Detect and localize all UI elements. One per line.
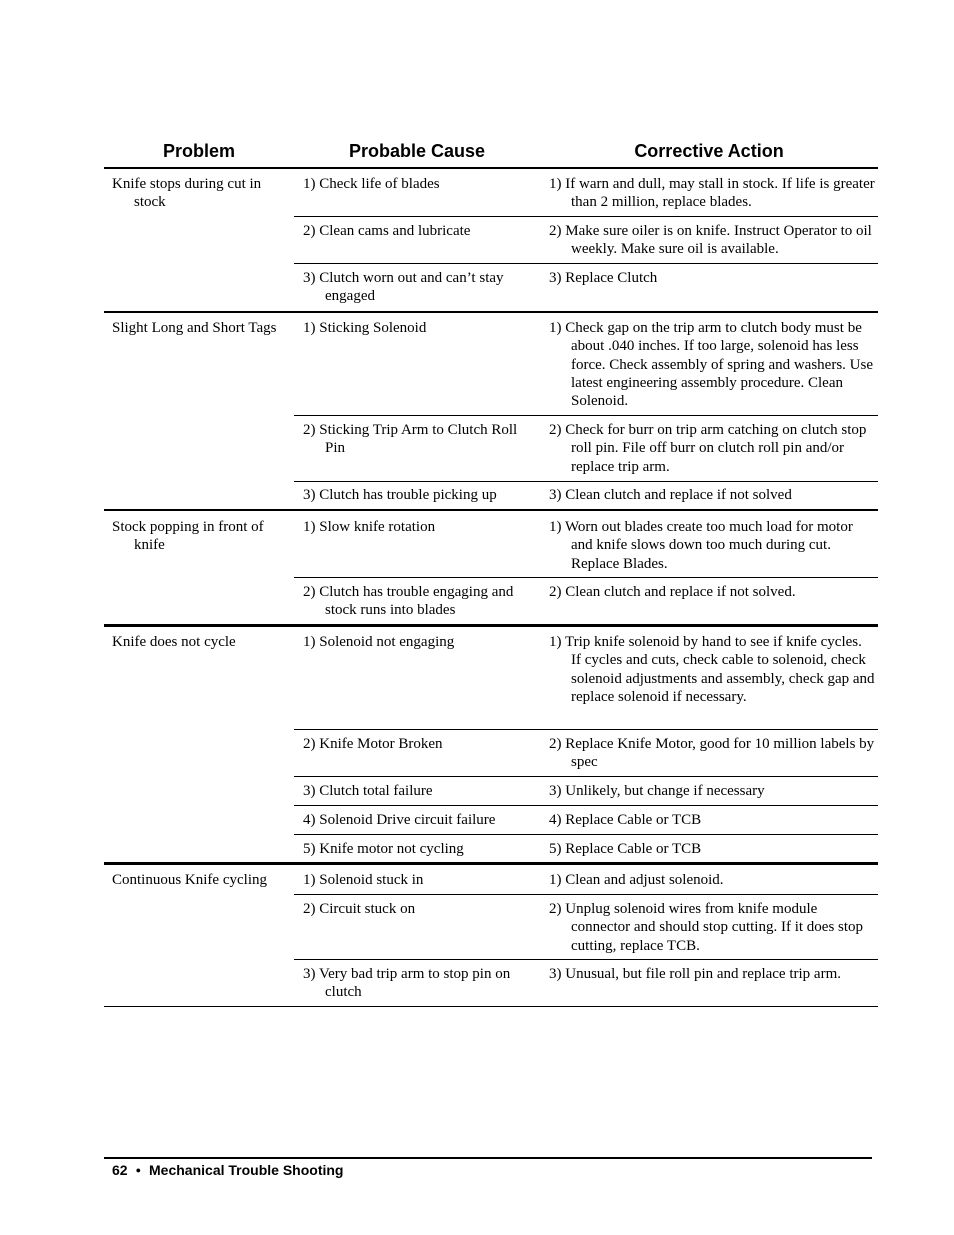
action-cell: 1) Trip knife solenoid by hand to see if knife cycles. If cycles and cuts, check cable to solenoid, check solenoid adjustments and assembly, check gap and replace solenoid if necessary. [549, 634, 875, 705]
action-cell: 3) Unlikely, but change if necessary [549, 783, 765, 799]
cause-cell: 5) Knife motor not cycling [303, 841, 464, 857]
group-rule [104, 509, 878, 511]
cause-cell: 3) Clutch worn out and can’t stay engaged [303, 270, 504, 305]
bullet-separator: ● [135, 1165, 142, 1175]
problem-cell: Continuous Knife cycling [112, 872, 267, 888]
group-rule [104, 311, 878, 313]
cause-cell: 4) Solenoid Drive circuit failure [303, 812, 496, 828]
action-cell: 1) Check gap on the trip arm to clutch body must be about .040 inches. If too large, solenoid has less force. Check assembly of spring and washers. Use latest engineering assembly procedure. Clean Solenoid. [549, 320, 873, 410]
action-cell: 2) Clean clutch and replace if not solved. [549, 584, 796, 600]
row-divider [294, 834, 878, 835]
row-divider [294, 415, 878, 416]
action-cell: 2) Check for burr on trip arm catching on clutch stop roll pin. File off burr on clutch roll pin and/or replace trip arm. [549, 422, 867, 475]
action-cell: 2) Make sure oiler is on knife. Instruct Operator to oil weekly. Make sure oil is available. [549, 223, 872, 258]
row-divider [294, 776, 878, 777]
row-divider [294, 263, 878, 264]
action-cell: 2) Unplug solenoid wires from knife module connector and should stop cutting. If it does stop cutting, replace TCB. [549, 901, 864, 954]
row-divider [294, 894, 878, 895]
cause-cell: 1) Solenoid stuck in [303, 872, 424, 888]
cause-cell: 2) Circuit stuck on [303, 901, 416, 917]
header-rule [104, 167, 878, 169]
problem-cell: Knife does not cycle [112, 634, 236, 650]
action-cell: 3) Unusual, but file roll pin and replace trip arm. [549, 966, 841, 982]
action-cell: 5) Replace Cable or TCB [549, 841, 702, 857]
group-rule [104, 624, 878, 627]
row-divider [294, 805, 878, 806]
page-number: 62 [112, 1162, 128, 1178]
action-cell: 1) Worn out blades create too much load for motor and knife slows down too much during cut. Replace Blades. [549, 519, 853, 572]
problem-cell: Slight Long and Short Tags [112, 320, 277, 336]
cause-cell: 2) Sticking Trip Arm to Clutch Roll Pin [303, 422, 518, 457]
cause-cell: 3) Very bad trip arm to stop pin on clutch [303, 966, 511, 1001]
cause-cell: 2) Clutch has trouble engaging and stock runs into blades [303, 584, 514, 619]
cause-cell: 1) Slow knife rotation [303, 519, 436, 535]
row-divider [294, 729, 878, 730]
cause-cell: 2) Clean cams and lubricate [303, 223, 471, 239]
cause-cell: 1) Solenoid not engaging [303, 634, 455, 650]
problem-cell: Stock popping in front of knife [112, 519, 264, 554]
action-cell: 3) Clean clutch and replace if not solved [549, 487, 792, 503]
action-cell: 2) Replace Knife Motor, good for 10 million labels by spec [549, 736, 875, 771]
row-divider [294, 216, 878, 217]
cause-cell: 3) Clutch total failure [303, 783, 433, 799]
table-bottom-rule [104, 1006, 878, 1007]
section-title: Mechanical Trouble Shooting [149, 1162, 344, 1178]
column-header-probable-cause: Probable Cause [348, 141, 486, 161]
cause-cell: 2) Knife Motor Broken [303, 736, 443, 752]
page-footer [112, 1162, 343, 1178]
action-cell: 1) Clean and adjust solenoid. [549, 872, 724, 888]
row-divider [294, 577, 878, 578]
row-divider [294, 481, 878, 482]
cause-cell: 1) Check life of blades [303, 176, 440, 192]
group-rule [104, 862, 878, 865]
action-cell: 1) If warn and dull, may stall in stock. If life is greater than 2 million, replace blades. [549, 176, 875, 211]
column-header-problem: Problem [162, 141, 236, 161]
row-divider [294, 959, 878, 960]
action-cell: 3) Replace Clutch [549, 270, 658, 286]
action-cell: 4) Replace Cable or TCB [549, 812, 702, 828]
column-header-corrective-action: Corrective Action [634, 141, 784, 161]
cause-cell: 3) Clutch has trouble picking up [303, 487, 497, 503]
problem-cell: Knife stops during cut in stock [112, 176, 262, 211]
cause-cell: 1) Sticking Solenoid [303, 320, 427, 336]
footer-rule [104, 1157, 872, 1159]
